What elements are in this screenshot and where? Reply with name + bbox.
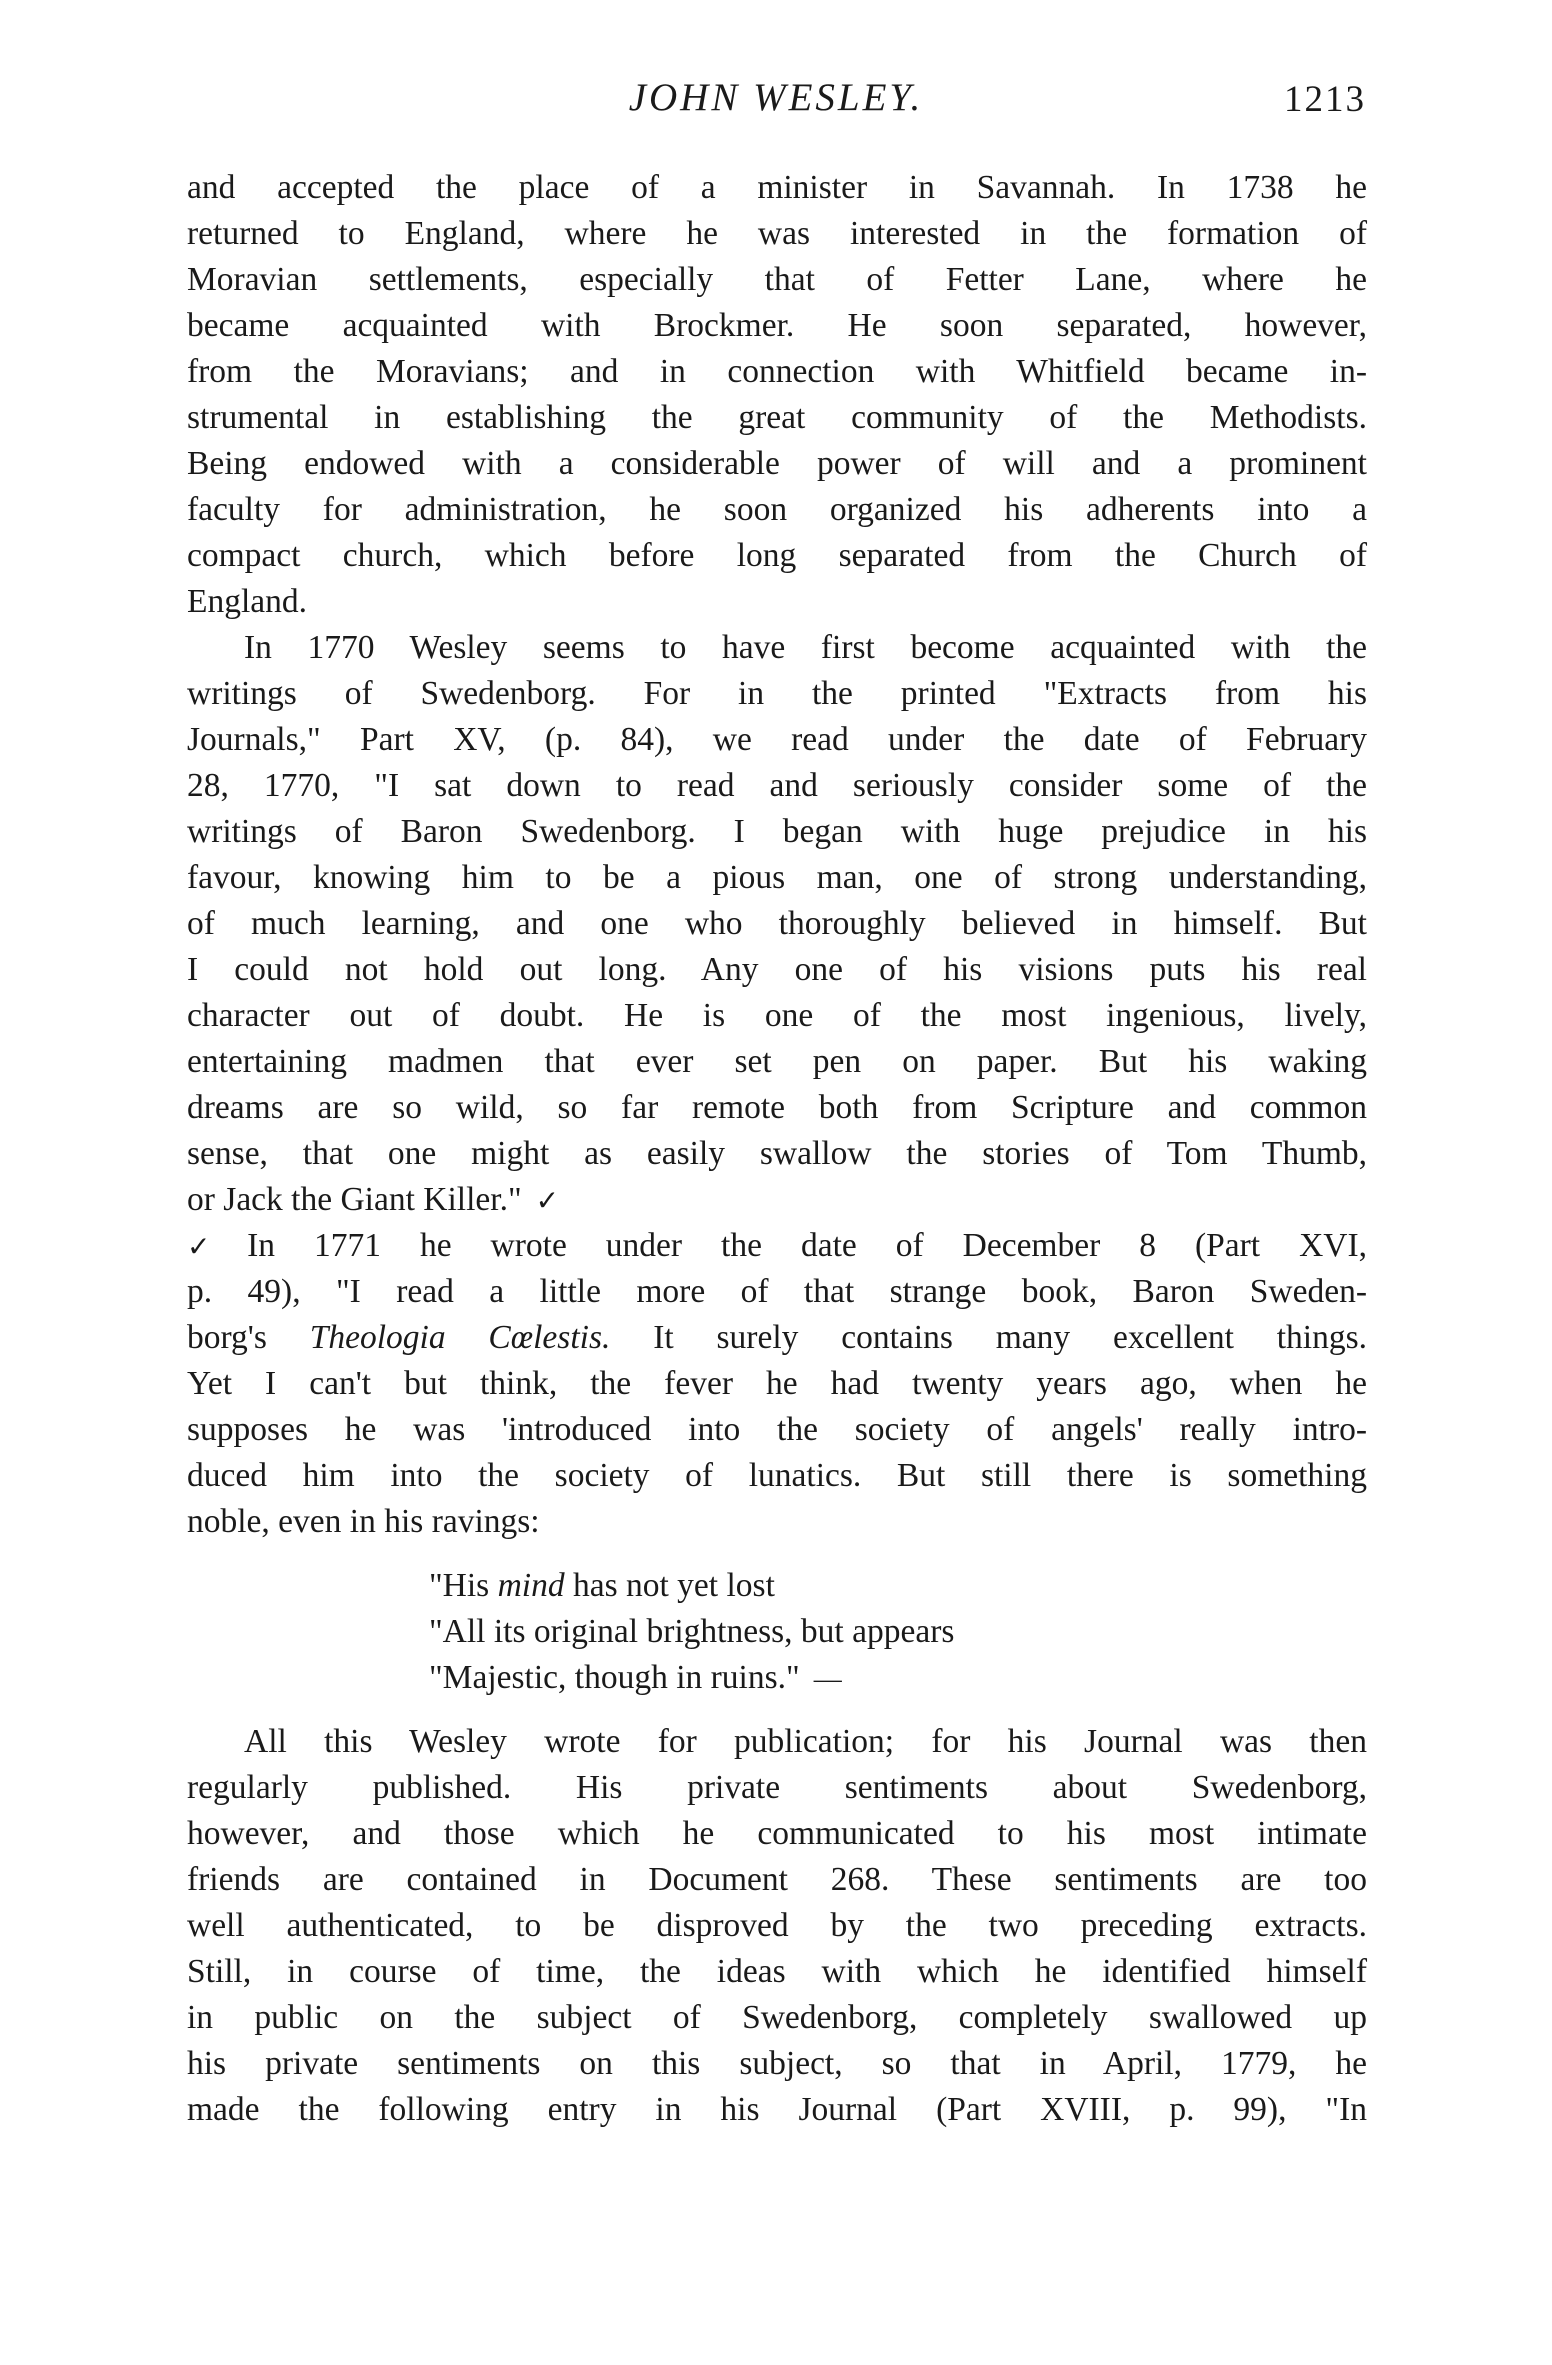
text-line: became acquainted with Brockmer. He soon separated, however, [187, 307, 1367, 344]
text-line: faculty for administration, he soon organized his adherents into a [187, 491, 1367, 528]
text-line: entertaining madmen that ever set pen on paper. But his waking [187, 1043, 1367, 1080]
poem-line [429, 1655, 1367, 1701]
text-line: dreams are so wild, so far remote both from Scripture and common [187, 1089, 1367, 1126]
paragraph-3 [187, 1223, 1367, 1545]
text-line: his private sentiments on this subject, so that in April, 1779, he [187, 2045, 1367, 2082]
text-line: All this Wesley wrote for publication; for his Journal was then [244, 1723, 1367, 1760]
running-header-title: JOHN WESLEY. [628, 76, 924, 119]
text-line-content: or Jack the Giant Killer." [187, 1181, 522, 1218]
text-line: strumental in establishing the great community of the Methodists. [187, 399, 1367, 436]
text-line: supposes he was 'introduced into the society of angels' really intro- [187, 1411, 1367, 1448]
text-fragment: has not yet lost [564, 1567, 775, 1604]
paragraph-4 [187, 1719, 1367, 2133]
paragraph-2 [187, 625, 1367, 1223]
text-line [187, 1315, 1367, 1361]
text-fragment: It surely contains many excellent things. [610, 1319, 1367, 1356]
text-line: and accepted the place of a minister in Savannah. In 1738 he [187, 169, 1367, 206]
body-text [187, 165, 1367, 2133]
text-line: noble, even in his ravings: [187, 1503, 540, 1540]
text-line: In 1770 Wesley seems to have first become acquainted with the [244, 629, 1367, 666]
check-mark-icon: ✓ [187, 1232, 242, 1263]
italic-word: mind [497, 1567, 565, 1604]
page-number: 1213 [1284, 79, 1366, 120]
text-line: from the Moravians; and in connection with Whitfield became in- [187, 353, 1367, 390]
text-fragment: borg's [187, 1319, 310, 1356]
text-line: friends are contained in Document 268. These sentiments are too [187, 1861, 1367, 1898]
text-line: writings of Baron Swedenborg. I began with huge prejudice in his [187, 813, 1367, 850]
text-line [187, 1223, 1367, 1269]
text-line: Still, in course of time, the ideas with which he identified himself [187, 1953, 1367, 1990]
text-line: in public on the subject of Swedenborg, completely swallowed up [187, 1999, 1367, 2036]
text-line-content: In 1771 he wrote under the date of December 8 (Part XVI, [247, 1227, 1367, 1264]
spacer [187, 1545, 1367, 1563]
text-fragment: "His [429, 1567, 498, 1604]
text-line: sense, that one might as easily swallow the stories of Tom Thumb, [187, 1135, 1367, 1172]
text-line: favour, knowing him to be a pious man, one of strong understanding, [187, 859, 1367, 896]
paragraph-1 [187, 165, 1367, 625]
text-line: Moravian settlements, especially that of Fetter Lane, where he [187, 261, 1367, 298]
text-line: however, and those which he communicated to his most intimate [187, 1815, 1367, 1852]
text-line [187, 1177, 1367, 1223]
text-line: Being endowed with a considerable power of will and a prominent [187, 445, 1367, 482]
text-line: made the following entry in his Journal (Part XVIII, p. 99), "In [187, 2091, 1367, 2128]
text-line: I could not hold out long. Any one of his visions puts his real [187, 951, 1367, 988]
text-line: duced him into the society of lunatics. But still there is something [187, 1457, 1367, 1494]
text-line: Journals," Part XV, (p. 84), we read under the date of February [187, 721, 1367, 758]
text-line: Yet I can't but think, the fever he had twenty years ago, when he [187, 1365, 1367, 1402]
poem-quotation [187, 1563, 1367, 1701]
text-line: well authenticated, to be disproved by the two preceding extracts. [187, 1907, 1367, 1944]
text-line: regularly published. His private sentiments about Swedenborg, [187, 1769, 1367, 1806]
text-line: p. 49), "I read a little more of that strange book, Baron Sweden- [187, 1273, 1367, 1310]
text-line-content: "Majestic, though in ruins." [429, 1659, 800, 1696]
spacer [187, 1701, 1367, 1719]
text-line: character out of doubt. He is one of the most ingenious, lively, [187, 997, 1367, 1034]
poem-line [429, 1563, 1367, 1609]
text-line: 28, 1770, "I sat down to read and seriously consider some of the [187, 767, 1367, 804]
text-line: returned to England, where he was interested in the formation of [187, 215, 1367, 252]
dash-mark-icon: — [813, 1664, 842, 1695]
text-line: writings of Swedenborg. For in the printed "Extracts from his [187, 675, 1367, 712]
poem-line: "All its original brightness, but appears [429, 1613, 955, 1650]
text-line: compact church, which before long separated from the Church of [187, 537, 1367, 574]
text-line: of much learning, and one who thoroughly believed in himself. But [187, 905, 1367, 942]
book-title-italic: Theologia Cœlestis. [309, 1319, 611, 1356]
text-line: England. [187, 583, 308, 620]
check-mark-icon: ✓ [535, 1186, 560, 1217]
